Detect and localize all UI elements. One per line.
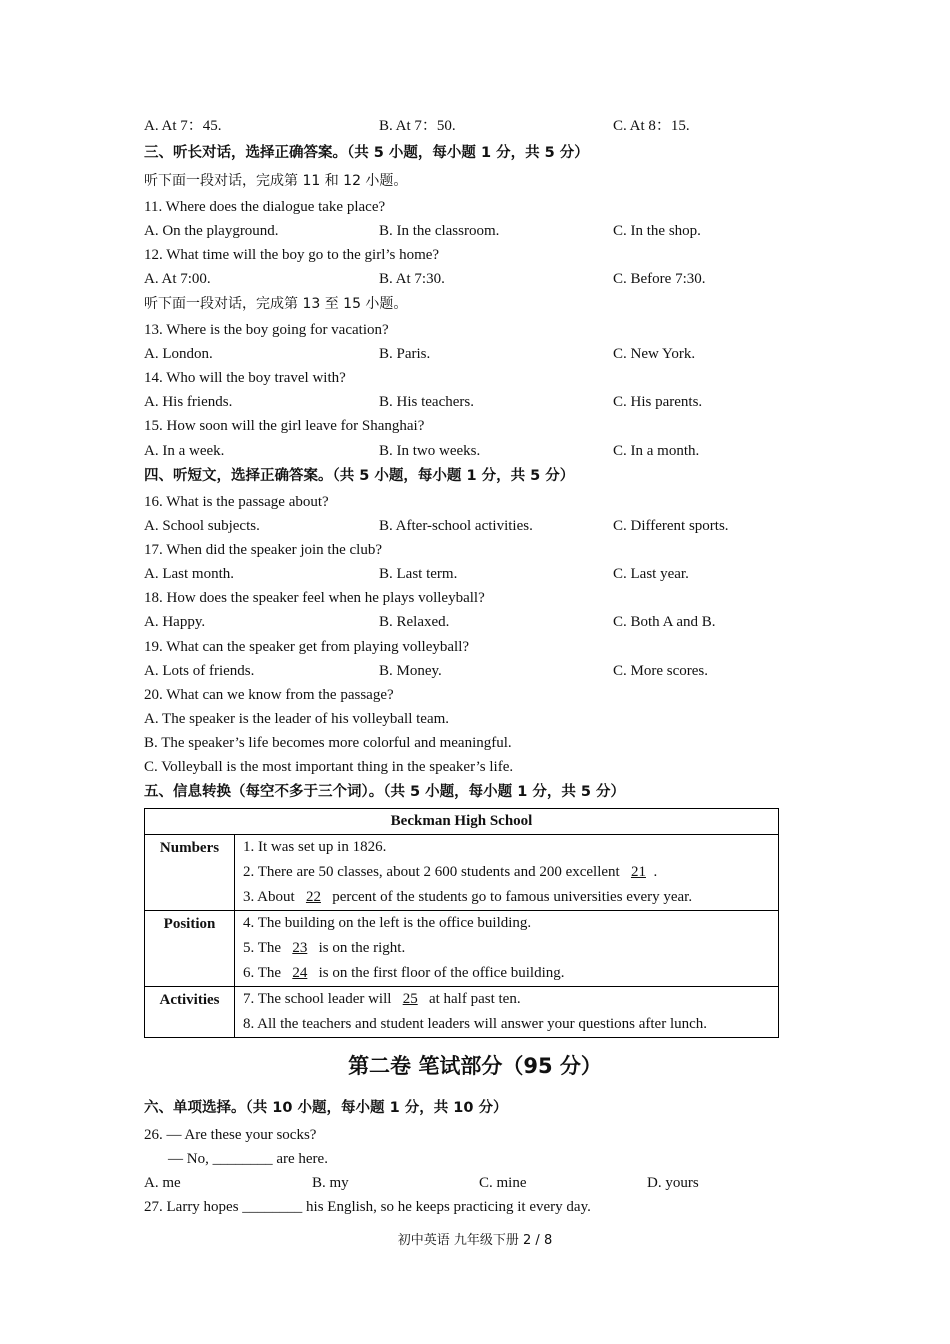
q17-option-a: A. Last month. xyxy=(144,566,234,582)
activities-line-7-text: 7. The school leader will xyxy=(243,991,396,1007)
q26-question: 26. — Are these your socks? xyxy=(144,1127,317,1143)
q26-option-b: B. my xyxy=(312,1175,349,1191)
q13-options xyxy=(144,344,784,364)
q26-option-a: A. me xyxy=(144,1175,181,1191)
q14-option-b: B. His teachers. xyxy=(379,394,474,410)
q16-option-b: B. After-school activities. xyxy=(379,518,533,534)
blank-25: 25 xyxy=(402,991,418,1007)
part-2-title: 第二卷 笔试部分（95 分） xyxy=(348,1054,602,1078)
activities-cell xyxy=(235,987,779,1038)
numbers-line-3-text: 3. About xyxy=(243,889,299,905)
q16-question: 16. What is the passage about? xyxy=(144,494,329,510)
q16-option-c: C. Different sports. xyxy=(613,518,729,534)
q20-option-c: C. Volleyball is the most important thing in the speaker’s life. xyxy=(144,759,514,775)
position-line-5-text: 5. The xyxy=(243,940,285,956)
section-3-intro-2: 听下面一段对话，完成第 13 至 15 小题。 xyxy=(144,296,408,312)
label-position: Position xyxy=(145,911,235,987)
q11-question: 11. Where does the dialogue take place? xyxy=(144,199,386,215)
q17-option-c: C. Last year. xyxy=(613,566,689,582)
q15-question: 15. How soon will the girl leave for Shanghai? xyxy=(144,418,425,434)
q12-question: 12. What time will the boy go to the girl’s home? xyxy=(144,247,440,263)
q11-option-b: B. In the classroom. xyxy=(379,223,500,239)
q11-options xyxy=(144,221,784,241)
q17-option-b: B. Last term. xyxy=(379,566,458,582)
q12-option-c: C. Before 7:30. xyxy=(613,271,706,287)
position-line-5 xyxy=(243,936,770,961)
q12-option-b: B. At 7:30. xyxy=(379,271,445,287)
q15-option-b: B. In two weeks. xyxy=(379,443,481,459)
activities-line-8: 8. All the teachers and student leaders will answer your questions after lunch. xyxy=(243,1016,708,1032)
label-numbers: Numbers xyxy=(145,835,235,911)
q20-option-a: A. The speaker is the leader of his volleyball team. xyxy=(144,711,450,727)
numbers-line-1: 1. It was set up in 1826. xyxy=(243,839,387,855)
q12-options xyxy=(144,269,784,289)
section-4-title: 四、听短文，选择正确答案。（共 5 小题，每小题 1 分，共 5 分） xyxy=(144,468,575,484)
q13-option-c: C. New York. xyxy=(613,346,696,362)
q14-option-c: C. His parents. xyxy=(613,394,703,410)
q19-option-a: A. Lots of friends. xyxy=(144,663,255,679)
q19-option-b: B. Money. xyxy=(379,663,442,679)
q17-options xyxy=(144,564,784,584)
q26-option-c: C. mine xyxy=(479,1175,527,1191)
q14-options xyxy=(144,392,784,412)
q15-options xyxy=(144,441,784,461)
table-title: Beckman High School xyxy=(145,809,779,835)
section-3-intro-1: 听下面一段对话，完成第 11 和 12 小题。 xyxy=(144,173,408,189)
q15-option-c: C. In a month. xyxy=(613,443,700,459)
numbers-cell xyxy=(235,835,779,911)
q18-question: 18. How does the speaker feel when he plays volleyball? xyxy=(144,590,485,606)
q10-options xyxy=(144,116,784,136)
q14-question: 14. Who will the boy travel with? xyxy=(144,370,346,386)
q18-option-b: B. Relaxed. xyxy=(379,614,450,630)
numbers-line-2-end: . xyxy=(653,864,658,880)
activities-line-7 xyxy=(243,987,770,1012)
position-line-6-text: 6. The xyxy=(243,965,285,981)
q26-response: — No, ________ are here. xyxy=(168,1151,328,1167)
position-line-6-end: is on the first floor of the office building. xyxy=(314,965,565,981)
q14-option-a: A. His friends. xyxy=(144,394,233,410)
blank-22: 22 xyxy=(305,889,321,905)
q16-options xyxy=(144,516,784,536)
q19-option-c: C. More scores. xyxy=(613,663,708,679)
blank-23: 23 xyxy=(292,940,308,956)
q13-option-a: A. London. xyxy=(144,346,213,362)
position-line-4: 4. The building on the left is the office building. xyxy=(243,915,532,931)
label-activities: Activities xyxy=(145,987,235,1038)
section-6-title: 六、单项选择。（共 10 小题，每小题 1 分，共 10 分） xyxy=(144,1100,508,1116)
q11-option-c: C. In the shop. xyxy=(613,223,701,239)
numbers-line-3-end: percent of the students go to famous universities every year. xyxy=(328,889,693,905)
q27-question: 27. Larry hopes ________ his English, so he keeps practicing it every day. xyxy=(144,1199,591,1215)
numbers-line-2-text: 2. There are 50 classes, about 2 600 students and 200 excellent xyxy=(243,864,624,880)
q20-question: 20. What can we know from the passage? xyxy=(144,687,394,703)
q10-option-a: A. At 7：45. xyxy=(144,118,222,134)
q19-options xyxy=(144,661,784,681)
section-3-title: 三、听长对话，选择正确答案。（共 5 小题，每小题 1 分，共 5 分） xyxy=(144,145,589,161)
q19-question: 19. What can the speaker get from playing volleyball? xyxy=(144,639,470,655)
numbers-line-3 xyxy=(243,885,770,910)
q17-question: 17. When did the speaker join the club? xyxy=(144,542,382,558)
numbers-line-2 xyxy=(243,860,770,885)
q13-question: 13. Where is the boy going for vacation? xyxy=(144,322,389,338)
q12-option-a: A. At 7:00. xyxy=(144,271,211,287)
q10-option-b: B. At 7：50. xyxy=(379,118,456,134)
q26-options xyxy=(144,1173,784,1193)
q15-option-a: A. In a week. xyxy=(144,443,225,459)
page-footer: 初中英语 九年级下册 2 / 8 xyxy=(397,1233,553,1248)
q20-option-b: B. The speaker’s life becomes more colorful and meaningful. xyxy=(144,735,512,751)
activities-line-7-end: at half past ten. xyxy=(425,991,521,1007)
position-cell xyxy=(235,911,779,987)
blank-24: 24 xyxy=(292,965,308,981)
blank-21: 21 xyxy=(630,864,646,880)
q18-options xyxy=(144,612,784,632)
q13-option-b: B. Paris. xyxy=(379,346,431,362)
q16-option-a: A. School subjects. xyxy=(144,518,260,534)
q10-option-c: C. At 8：15. xyxy=(613,118,690,134)
info-table xyxy=(144,808,779,1038)
q11-option-a: A. On the playground. xyxy=(144,223,279,239)
position-line-6 xyxy=(243,961,770,986)
q18-option-a: A. Happy. xyxy=(144,614,206,630)
position-line-5-end: is on the right. xyxy=(314,940,406,956)
q18-option-c: C. Both A and B. xyxy=(613,614,716,630)
q26-option-d: D. yours xyxy=(647,1175,699,1191)
section-5-title: 五、信息转换（每空不多于三个词）。（共 5 小题，每小题 1 分，共 5 分） xyxy=(144,784,626,800)
